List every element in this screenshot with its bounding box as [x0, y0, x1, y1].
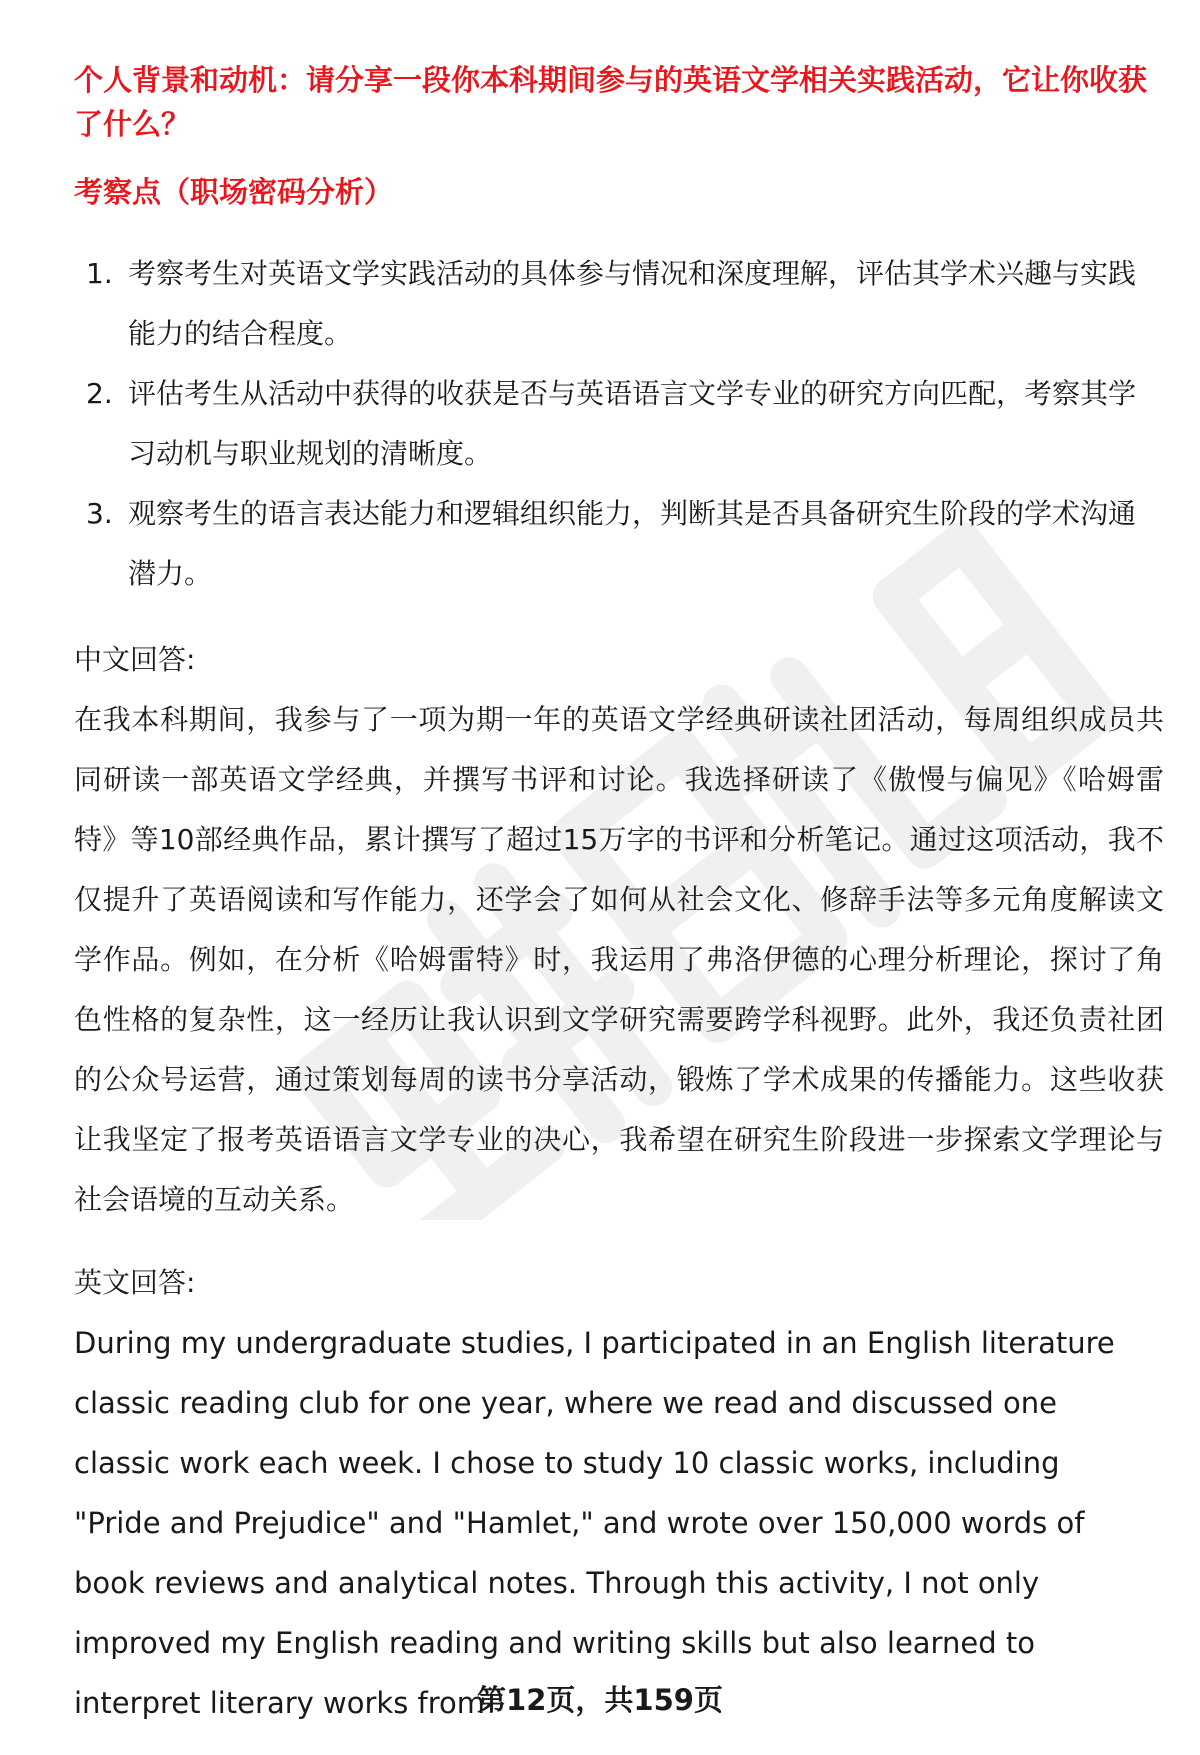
page-number-footer: 第12页，共159页: [477, 1683, 723, 1717]
focus-point-number: 2.: [86, 377, 113, 410]
focus-point-text: 考察考生对英语文学实践活动的具体参与情况和深度理解，评估其学术兴趣与实践能力的结合程度。: [128, 257, 1137, 350]
focus-point-text: 评估考生从活动中获得的收获是否与英语语言文学专业的研究方向匹配，考察其学习动机与职业规划的清晰度。: [128, 377, 1137, 470]
question-heading: 个人背景和动机：请分享一段你本科期间参与的英语文学相关实践活动，它让你收获了什么？: [74, 63, 1148, 141]
focus-heading: 考察点（职场密码分析）: [74, 175, 394, 209]
english-answer-text: During my undergraduate studies, I participated in an English literature classic reading club for one year, where we read and discussed one classic work each week. I chose to study 10 classic works, including "Pride and Prejudice" and "Hamlet," and wrote over 150,000 words of book reviews and analytical notes. Through this activity, I not only improved my English reading and writing skills but also learned to interpret literary works from: [74, 1326, 1115, 1720]
chinese-answer-text: 在我本科期间，我参与了一项为期一年的英语文学经典研读社团活动，每周组织成员共同研读一部英语文学经典，并撰写书评和讨论。我选择研读了《傲慢与偏见》《哈姆雷特》等10部经典作品，累计撰写了超过15万字的书评和分析笔记。通过这项活动，我不仅提升了英语阅读和写作能力，还学会了如何从社会文化、修辞手法等多元角度解读文学作品。例如，在分析《哈姆雷特》时，我运用了弗洛伊德的心理分析理论，探讨了角色性格的复杂性，这一经历让我认识到文学研究需要跨学科视野。此外，我还负责社团的公众号运营，通过策划每周的读书分享活动，锻炼了学术成果的传播能力。这些收获让我坚定了报考英语语言文学专业的决心，我希望在研究生阶段进一步探索文学理论与社会语境的互动关系。: [74, 703, 1164, 1216]
chinese-answer-label: 中文回答:: [74, 643, 196, 676]
focus-point-number: 3.: [86, 497, 113, 530]
focus-point-number: 1.: [86, 257, 113, 290]
focus-point-item: [74, 364, 1154, 484]
focus-point-item: [74, 484, 1154, 604]
english-answer-label: 英文回答:: [74, 1266, 196, 1299]
focus-point-text: 观察考生的语言表达能力和逻辑组织能力，判断其是否具备研究生阶段的学术沟通潜力。: [128, 497, 1137, 590]
focus-point-item: [74, 244, 1154, 364]
focus-point-list: [74, 244, 1154, 604]
